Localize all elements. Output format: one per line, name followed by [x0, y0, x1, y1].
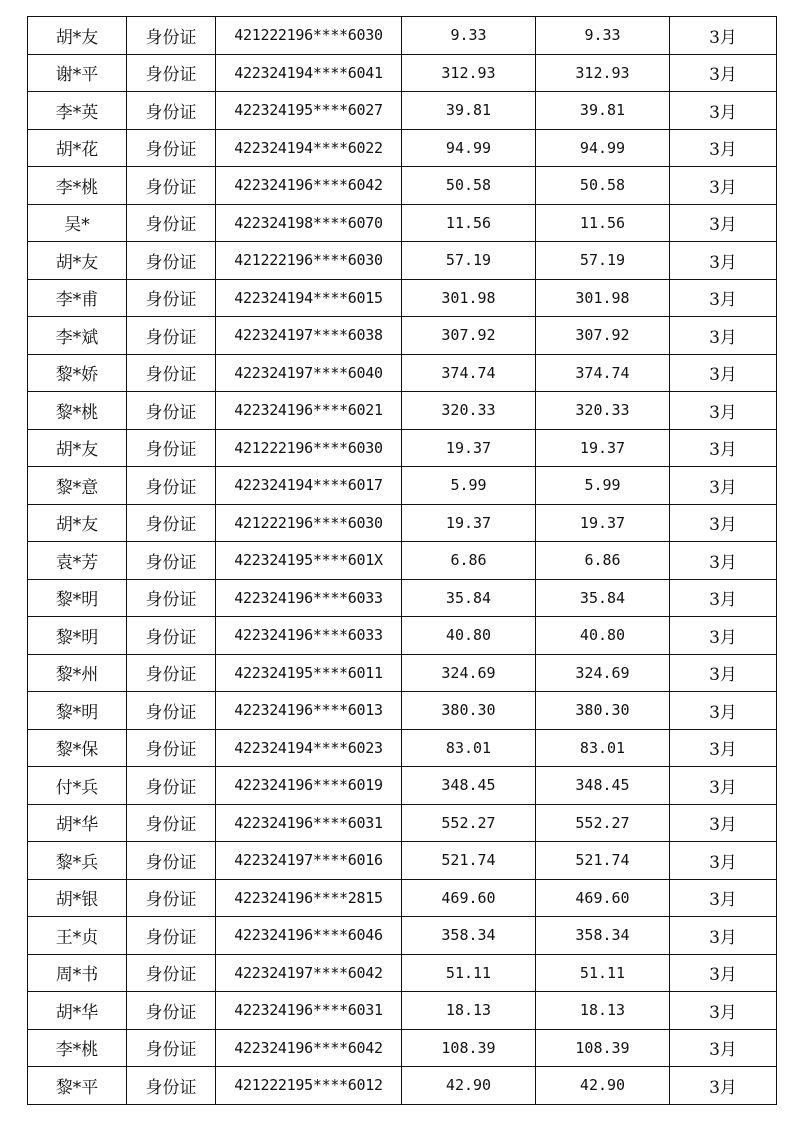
id-type-cell: 身份证 — [127, 279, 216, 317]
table-row — [28, 617, 777, 655]
name-cell: 胡*花 — [28, 129, 127, 167]
name-cell: 黎*保 — [28, 729, 127, 767]
name-cell: 黎*兵 — [28, 842, 127, 880]
table-row — [28, 242, 777, 280]
id-number-cell: 422324195****6011 — [216, 654, 402, 692]
month-cell: 3月 — [670, 992, 777, 1030]
amount-cell: 521.74 — [402, 842, 536, 880]
amount-cell: 312.93 — [402, 54, 536, 92]
month-cell: 3月 — [670, 129, 777, 167]
id-type-cell: 身份证 — [127, 617, 216, 655]
month-cell: 3月 — [670, 729, 777, 767]
table-row — [28, 579, 777, 617]
month-cell: 3月 — [670, 467, 777, 505]
id-type-cell: 身份证 — [127, 204, 216, 242]
id-number-cell: 422324194****6041 — [216, 54, 402, 92]
table-row — [28, 692, 777, 730]
month-cell: 3月 — [670, 242, 777, 280]
table-row — [28, 729, 777, 767]
id-type-cell: 身份证 — [127, 1067, 216, 1105]
name-cell: 胡*友 — [28, 429, 127, 467]
amount-cell: 301.98 — [402, 279, 536, 317]
amount-cell: 348.45 — [402, 767, 536, 805]
amount-cell: 9.33 — [402, 17, 536, 55]
table-row — [28, 467, 777, 505]
month-cell: 3月 — [670, 1029, 777, 1067]
amount-cell: 57.19 — [402, 242, 536, 280]
id-type-cell: 身份证 — [127, 429, 216, 467]
amount-paid-cell: 42.90 — [536, 1067, 670, 1105]
id-type-cell: 身份证 — [127, 167, 216, 205]
id-number-cell: 421222196****6030 — [216, 504, 402, 542]
id-type-cell: 身份证 — [127, 579, 216, 617]
id-type-cell: 身份证 — [127, 242, 216, 280]
id-type-cell: 身份证 — [127, 542, 216, 580]
table-row — [28, 354, 777, 392]
id-number-cell: 422324196****6031 — [216, 992, 402, 1030]
table-row — [28, 767, 777, 805]
id-type-cell: 身份证 — [127, 729, 216, 767]
name-cell: 李*桃 — [28, 1029, 127, 1067]
id-type-cell: 身份证 — [127, 692, 216, 730]
id-type-cell: 身份证 — [127, 467, 216, 505]
id-number-cell: 422324197****6042 — [216, 954, 402, 992]
month-cell: 3月 — [670, 917, 777, 955]
month-cell: 3月 — [670, 954, 777, 992]
name-cell: 黎*明 — [28, 617, 127, 655]
amount-cell: 51.11 — [402, 954, 536, 992]
id-number-cell: 422324195****601X — [216, 542, 402, 580]
table-row — [28, 992, 777, 1030]
month-cell: 3月 — [670, 354, 777, 392]
month-cell: 3月 — [670, 1067, 777, 1105]
amount-paid-cell: 19.37 — [536, 504, 670, 542]
name-cell: 胡*友 — [28, 17, 127, 55]
amount-paid-cell: 312.93 — [536, 54, 670, 92]
month-cell: 3月 — [670, 767, 777, 805]
amount-paid-cell: 11.56 — [536, 204, 670, 242]
month-cell: 3月 — [670, 579, 777, 617]
id-number-cell: 422324196****6021 — [216, 392, 402, 430]
amount-paid-cell: 348.45 — [536, 767, 670, 805]
name-cell: 黎*州 — [28, 654, 127, 692]
name-cell: 胡*友 — [28, 242, 127, 280]
table-row — [28, 54, 777, 92]
month-cell: 3月 — [670, 17, 777, 55]
amount-paid-cell: 57.19 — [536, 242, 670, 280]
table-row — [28, 542, 777, 580]
amount-paid-cell: 552.27 — [536, 804, 670, 842]
table-row — [28, 167, 777, 205]
table-row — [28, 917, 777, 955]
amount-paid-cell: 40.80 — [536, 617, 670, 655]
name-cell: 胡*华 — [28, 804, 127, 842]
amount-cell: 35.84 — [402, 579, 536, 617]
name-cell: 黎*意 — [28, 467, 127, 505]
amount-cell: 39.81 — [402, 92, 536, 130]
name-cell: 李*桃 — [28, 167, 127, 205]
amount-paid-cell: 35.84 — [536, 579, 670, 617]
id-type-cell: 身份证 — [127, 317, 216, 355]
name-cell: 吴* — [28, 204, 127, 242]
amount-cell: 18.13 — [402, 992, 536, 1030]
table-row — [28, 429, 777, 467]
id-type-cell: 身份证 — [127, 804, 216, 842]
id-type-cell: 身份证 — [127, 954, 216, 992]
table-row — [28, 804, 777, 842]
id-type-cell: 身份证 — [127, 354, 216, 392]
id-number-cell: 422324197****6016 — [216, 842, 402, 880]
id-number-cell: 422324194****6022 — [216, 129, 402, 167]
table-row — [28, 654, 777, 692]
name-cell: 胡*华 — [28, 992, 127, 1030]
amount-paid-cell: 9.33 — [536, 17, 670, 55]
name-cell: 李*斌 — [28, 317, 127, 355]
id-number-cell: 422324196****6046 — [216, 917, 402, 955]
amount-paid-cell: 5.99 — [536, 467, 670, 505]
name-cell: 黎*桃 — [28, 392, 127, 430]
amount-paid-cell: 307.92 — [536, 317, 670, 355]
name-cell: 付*兵 — [28, 767, 127, 805]
id-number-cell: 422324196****6019 — [216, 767, 402, 805]
amount-paid-cell: 301.98 — [536, 279, 670, 317]
name-cell: 黎*明 — [28, 579, 127, 617]
month-cell: 3月 — [670, 54, 777, 92]
amount-cell: 374.74 — [402, 354, 536, 392]
id-number-cell: 422324196****6033 — [216, 579, 402, 617]
amount-cell: 552.27 — [402, 804, 536, 842]
amount-paid-cell: 39.81 — [536, 92, 670, 130]
amount-cell: 94.99 — [402, 129, 536, 167]
month-cell: 3月 — [670, 804, 777, 842]
month-cell: 3月 — [670, 654, 777, 692]
id-number-cell: 422324195****6027 — [216, 92, 402, 130]
id-number-cell: 422324196****6031 — [216, 804, 402, 842]
amount-cell: 324.69 — [402, 654, 536, 692]
id-number-cell: 421222196****6030 — [216, 17, 402, 55]
amount-paid-cell: 374.74 — [536, 354, 670, 392]
table-row — [28, 1029, 777, 1067]
id-type-cell: 身份证 — [127, 392, 216, 430]
id-type-cell: 身份证 — [127, 767, 216, 805]
id-number-cell: 421222195****6012 — [216, 1067, 402, 1105]
id-number-cell: 422324197****6040 — [216, 354, 402, 392]
amount-paid-cell: 18.13 — [536, 992, 670, 1030]
table-row — [28, 317, 777, 355]
amount-paid-cell: 83.01 — [536, 729, 670, 767]
amount-cell: 320.33 — [402, 392, 536, 430]
name-cell: 周*书 — [28, 954, 127, 992]
id-type-cell: 身份证 — [127, 842, 216, 880]
id-number-cell: 422324196****2815 — [216, 879, 402, 917]
table-row — [28, 92, 777, 130]
name-cell: 李*英 — [28, 92, 127, 130]
table-row — [28, 392, 777, 430]
table-row — [28, 279, 777, 317]
amount-paid-cell: 50.58 — [536, 167, 670, 205]
name-cell: 谢*平 — [28, 54, 127, 92]
id-type-cell: 身份证 — [127, 504, 216, 542]
amount-cell: 380.30 — [402, 692, 536, 730]
id-number-cell: 422324198****6070 — [216, 204, 402, 242]
id-type-cell: 身份证 — [127, 654, 216, 692]
amount-paid-cell: 108.39 — [536, 1029, 670, 1067]
amount-cell: 42.90 — [402, 1067, 536, 1105]
name-cell: 胡*友 — [28, 504, 127, 542]
month-cell: 3月 — [670, 504, 777, 542]
month-cell: 3月 — [670, 617, 777, 655]
amount-cell: 11.56 — [402, 204, 536, 242]
amount-paid-cell: 358.34 — [536, 917, 670, 955]
id-type-cell: 身份证 — [127, 992, 216, 1030]
name-cell: 胡*银 — [28, 879, 127, 917]
month-cell: 3月 — [670, 692, 777, 730]
month-cell: 3月 — [670, 842, 777, 880]
id-number-cell: 422324194****6023 — [216, 729, 402, 767]
amount-paid-cell: 320.33 — [536, 392, 670, 430]
id-type-cell: 身份证 — [127, 92, 216, 130]
amount-cell: 358.34 — [402, 917, 536, 955]
month-cell: 3月 — [670, 429, 777, 467]
month-cell: 3月 — [670, 204, 777, 242]
id-number-cell: 422324194****6017 — [216, 467, 402, 505]
name-cell: 李*甫 — [28, 279, 127, 317]
amount-cell: 6.86 — [402, 542, 536, 580]
id-number-cell: 421222196****6030 — [216, 242, 402, 280]
month-cell: 3月 — [670, 167, 777, 205]
name-cell: 袁*芳 — [28, 542, 127, 580]
table-body — [28, 17, 777, 1105]
name-cell: 王*贞 — [28, 917, 127, 955]
id-number-cell: 421222196****6030 — [216, 429, 402, 467]
table-row — [28, 129, 777, 167]
id-number-cell: 422324197****6038 — [216, 317, 402, 355]
amount-cell: 50.58 — [402, 167, 536, 205]
id-number-cell: 422324196****6013 — [216, 692, 402, 730]
id-type-cell: 身份证 — [127, 17, 216, 55]
name-cell: 黎*娇 — [28, 354, 127, 392]
id-type-cell: 身份证 — [127, 54, 216, 92]
amount-cell: 19.37 — [402, 429, 536, 467]
table-row — [28, 1067, 777, 1105]
month-cell: 3月 — [670, 92, 777, 130]
table-row — [28, 204, 777, 242]
amount-paid-cell: 94.99 — [536, 129, 670, 167]
id-type-cell: 身份证 — [127, 879, 216, 917]
name-cell: 黎*明 — [28, 692, 127, 730]
amount-cell: 83.01 — [402, 729, 536, 767]
amount-paid-cell: 469.60 — [536, 879, 670, 917]
amount-cell: 307.92 — [402, 317, 536, 355]
amount-cell: 5.99 — [402, 467, 536, 505]
month-cell: 3月 — [670, 879, 777, 917]
month-cell: 3月 — [670, 317, 777, 355]
table-row — [28, 17, 777, 55]
month-cell: 3月 — [670, 392, 777, 430]
amount-paid-cell: 6.86 — [536, 542, 670, 580]
amount-paid-cell: 51.11 — [536, 954, 670, 992]
table-row — [28, 954, 777, 992]
amount-cell: 469.60 — [402, 879, 536, 917]
amount-paid-cell: 380.30 — [536, 692, 670, 730]
id-number-cell: 422324194****6015 — [216, 279, 402, 317]
name-cell: 黎*平 — [28, 1067, 127, 1105]
table-row — [28, 504, 777, 542]
id-number-cell: 422324196****6042 — [216, 1029, 402, 1067]
month-cell: 3月 — [670, 542, 777, 580]
amount-paid-cell: 19.37 — [536, 429, 670, 467]
id-type-cell: 身份证 — [127, 917, 216, 955]
amount-paid-cell: 324.69 — [536, 654, 670, 692]
subsidy-table — [27, 16, 777, 1105]
amount-paid-cell: 521.74 — [536, 842, 670, 880]
id-number-cell: 422324196****6042 — [216, 167, 402, 205]
id-number-cell: 422324196****6033 — [216, 617, 402, 655]
amount-cell: 40.80 — [402, 617, 536, 655]
amount-cell: 19.37 — [402, 504, 536, 542]
table-row — [28, 842, 777, 880]
id-type-cell: 身份证 — [127, 1029, 216, 1067]
id-type-cell: 身份证 — [127, 129, 216, 167]
month-cell: 3月 — [670, 279, 777, 317]
table-row — [28, 879, 777, 917]
amount-cell: 108.39 — [402, 1029, 536, 1067]
